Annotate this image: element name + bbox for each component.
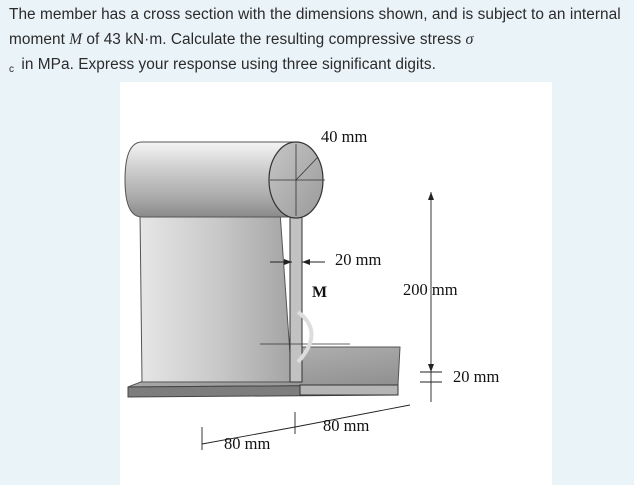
web-side-face (140, 212, 292, 382)
question-part-2: of 43 kN·m. Calculate the resulting compressive stress (82, 31, 466, 48)
question-part-3: in MPa. Express your response using three significant digits. (17, 56, 436, 73)
label-moment: M (312, 284, 328, 301)
label-80mm-left: 80 mm (224, 434, 271, 453)
label-20mm-web: 20 mm (335, 250, 382, 269)
question-part-1: The member has a cross section with the dimensions shown, and is subject to an internal moment (9, 6, 621, 48)
stress-symbol: σ (465, 31, 474, 48)
flange-end-section (300, 385, 398, 395)
label-40mm: 40 mm (321, 127, 368, 146)
label-20mm-flange: 20 mm (453, 367, 500, 386)
stress-subscript: c (9, 64, 15, 75)
label-80mm-right: 80 mm (323, 416, 370, 435)
question-text (9, 2, 629, 82)
moment-symbol: M (69, 31, 83, 48)
label-200mm: 200 mm (403, 280, 458, 299)
cross-section-figure (120, 82, 552, 485)
